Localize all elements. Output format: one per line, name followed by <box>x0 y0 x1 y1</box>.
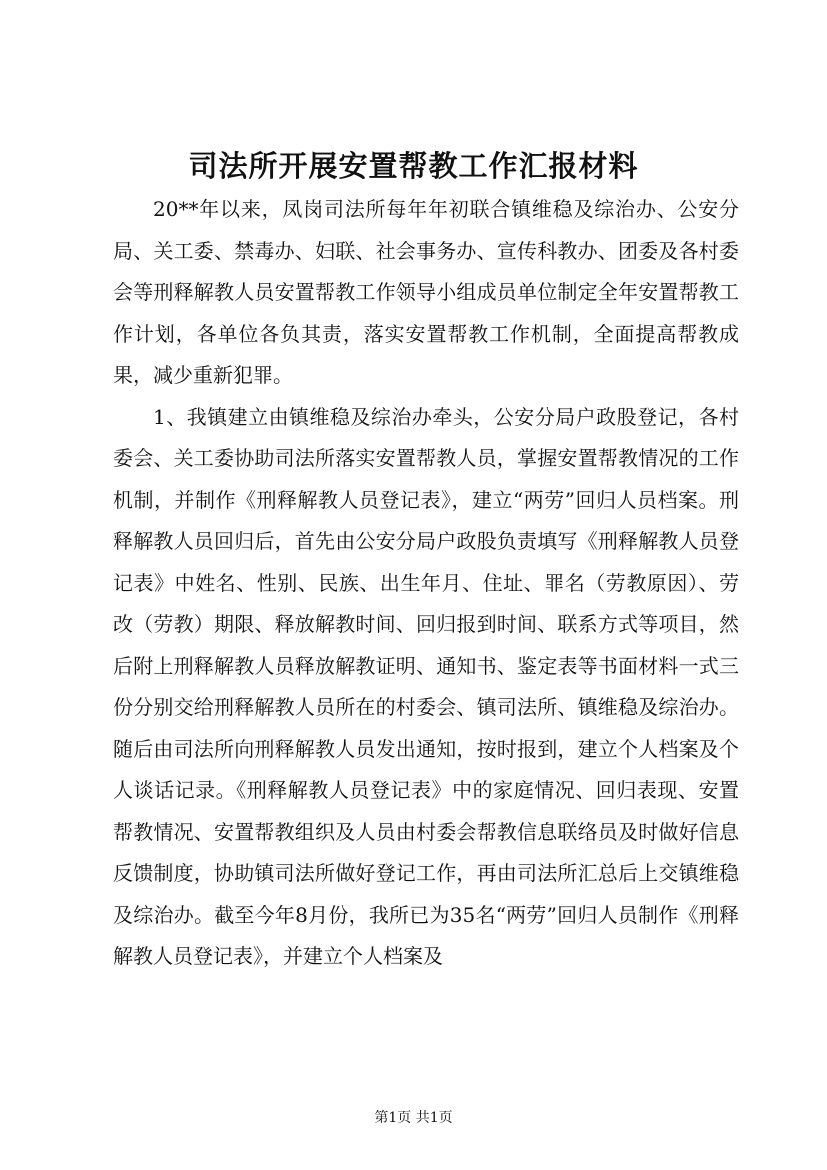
page-footer: 第1页 共1页 <box>374 1110 453 1126</box>
document-title: 司法所开展安置帮教工作汇报材料 <box>188 149 639 183</box>
paragraph-intro: 20**年以来，凤岗司法所每年年初联合镇维稳及综治办、公安分局、关工委、禁毒办、妇联、社会事务办、宣传科教办、团委及各村委会等刑释解教人员安置帮教工作领导小组成员单位制定全年安置帮教工作计划，各单位各负其责，落实安置帮教工作机制，全面提高帮教成果，减少重新犯罪。 <box>113 197 739 387</box>
document-body <box>113 189 739 978</box>
paragraph-1: 1、我镇建立由镇维稳及综治办牵头，公安分局户政股登记，各村委会、关工委协助司法所落实安置帮教人员，掌握安置帮教情况的工作机制，并制作《刑释解教人员登记表》，建立“两劳”回归人员档案。刑释解教人员回归后，首先由公安分局户政股负责填写《刑释解教人员登记表》中姓名、性别、民族、出生年月、住址、罪名（劳教原因）、劳改（劳教）期限、释放解教时间、回归报到时间、联系方式等项目，然后附上刑释解教人员释放解教证明、通知书、鉴定表等书面材料一式三份分别交给刑释解教人员所在的村委会、镇司法所、镇维稳及综治办。随后由司法所向刑释解教人员发出通知，按时报到，建立个人档案及个人谈话记录。《刑释解教人员登记表》中的家庭情况、回归表现、安置帮教情况、安置帮教组织及人员由村委会帮教信息联络员及时做好信息反馈制度，协助镇司法所做好登记工作，再由司法所汇总后上交镇维稳及综治办。截至今年8月份，我所已为35名“两劳”回归人员制作《刑释解教人员登记表》，并建立个人档案及 <box>113 404 739 968</box>
